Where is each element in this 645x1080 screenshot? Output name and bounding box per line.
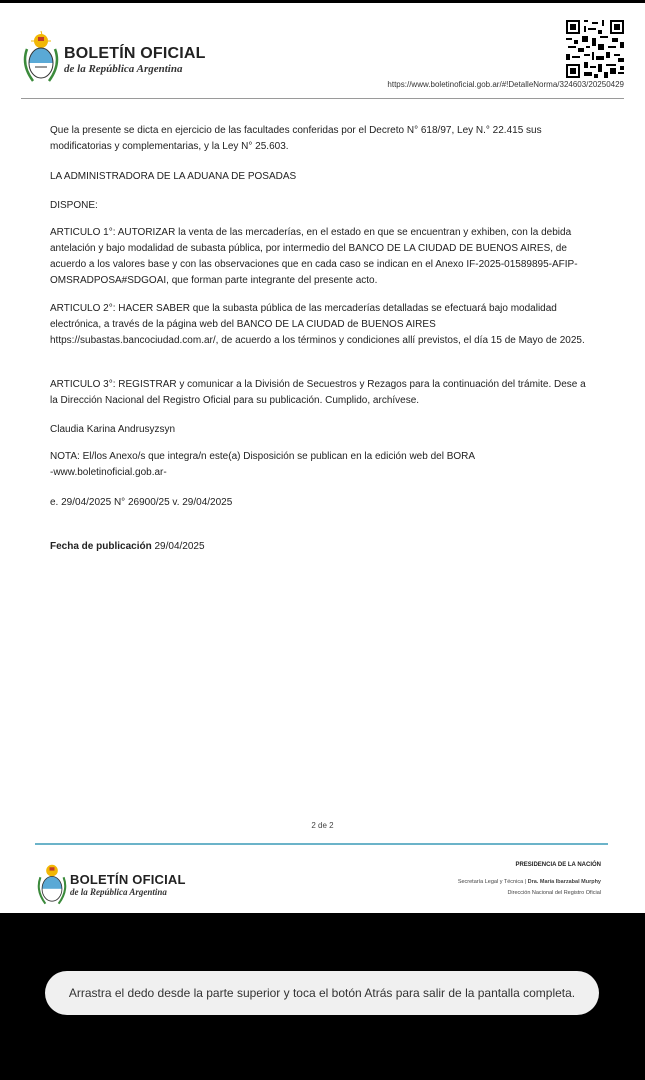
presidencia-label: PRESIDENCIA DE LA NACIÓN bbox=[515, 862, 601, 868]
separator: | bbox=[524, 879, 527, 885]
header-brand bbox=[64, 45, 206, 76]
article-1: ARTICULO 1°: AUTORIZAR la venta de las mercaderías, en el estado en que se encuentran y exhiben, con la debida antelación y bajo modalidad de subasta pública, por intermedio del BANCO DE LA CIUDAD DE BUENOS AIRES, de acuerdo a los valores base y con las observaciones que en cada caso se indican en el Anexo IF-2025-01589895-AFIP-OMSRADPOSA#SDGOAI, que forman parte integrante del presente acto. bbox=[50, 227, 578, 286]
nota-line-1: NOTA: El/los Anexo/s que integra/n este(a) Disposición se publican en la edición web del BORA bbox=[50, 451, 476, 462]
nota-line-2: -www.boletinoficial.gob.ar- bbox=[50, 467, 167, 478]
footer-coat-of-arms-icon bbox=[36, 859, 68, 907]
considerando-paragraph: Que la presente se dicta en ejercicio de las facultades conferidas por el Decreto N° 618/97, Ley N.° 22.415 sus modificatorias y complementarias, y la Ley N° 25.603. bbox=[50, 125, 542, 152]
signature-name: Claudia Karina Andrusyzsyn bbox=[50, 424, 176, 435]
edition-reference: e. 29/04/2025 N° 26900/25 v. 29/04/2025 bbox=[50, 497, 233, 508]
secretaria-line bbox=[458, 877, 601, 888]
qr-code-icon[interactable] bbox=[566, 20, 624, 78]
coat-of-arms-icon bbox=[22, 27, 60, 85]
article-2: ARTICULO 2°: HACER SABER que la subasta pública de las mercaderías detalladas se efectuará bajo modalidad electrónica, a través de la página web del BANCO DE LA CIUDAD de BUENOS AIRES https://subastas.bancociudad.com.ar/, de acuerdo a los términos y condiciones allí previstos, el día 15 de Mayo de 2025. bbox=[50, 303, 585, 346]
footer-brand-subtitle: de la República Argentina bbox=[70, 887, 167, 897]
publication-date bbox=[50, 539, 595, 555]
brand-title: BOLETÍN OFICIAL bbox=[64, 45, 206, 62]
secretaria-label: Secretaría Legal y Técnica bbox=[457, 879, 524, 885]
page-number: 2 de 2 bbox=[311, 821, 334, 830]
doctora-label: Dra. María Ibarzabal Murphy bbox=[527, 879, 601, 885]
signatory-heading: LA ADMINISTRADORA DE LA ADUANA DE POSADAS bbox=[50, 171, 297, 182]
article-3: ARTICULO 3°: REGISTRAR y comunicar a la División de Secuestros y Rezagos para la continuación del trámite. Dese a la Dirección Nacional del Registro Oficial para su publicación. Cumplido, archívese. bbox=[50, 379, 586, 406]
brand-subtitle: de la República Argentina bbox=[64, 63, 183, 75]
header-divider bbox=[21, 98, 624, 99]
footer-brand-title: BOLETÍN OFICIAL bbox=[70, 872, 186, 887]
document-page bbox=[0, 3, 645, 913]
footer-divider bbox=[35, 843, 608, 845]
publication-date-value: 29/04/2025 bbox=[154, 541, 205, 552]
footer-brand bbox=[70, 873, 186, 898]
fullscreen-exit-toast: Arrastra el dedo desde la parte superior y toca el botón Atrás para salir de la pantalla completa. bbox=[45, 971, 599, 1015]
direccion-label: Dirección Nacional del Registro Oficial bbox=[507, 890, 601, 896]
dispone-heading: DISPONE: bbox=[50, 200, 98, 211]
publication-date-label: Fecha de publicación bbox=[50, 541, 152, 552]
nota-paragraph bbox=[50, 449, 595, 481]
footer-credits bbox=[458, 860, 601, 899]
document-url[interactable]: https://www.boletinoficial.gob.ar/#!DetalleNorma/324603/20250429 bbox=[387, 80, 624, 89]
